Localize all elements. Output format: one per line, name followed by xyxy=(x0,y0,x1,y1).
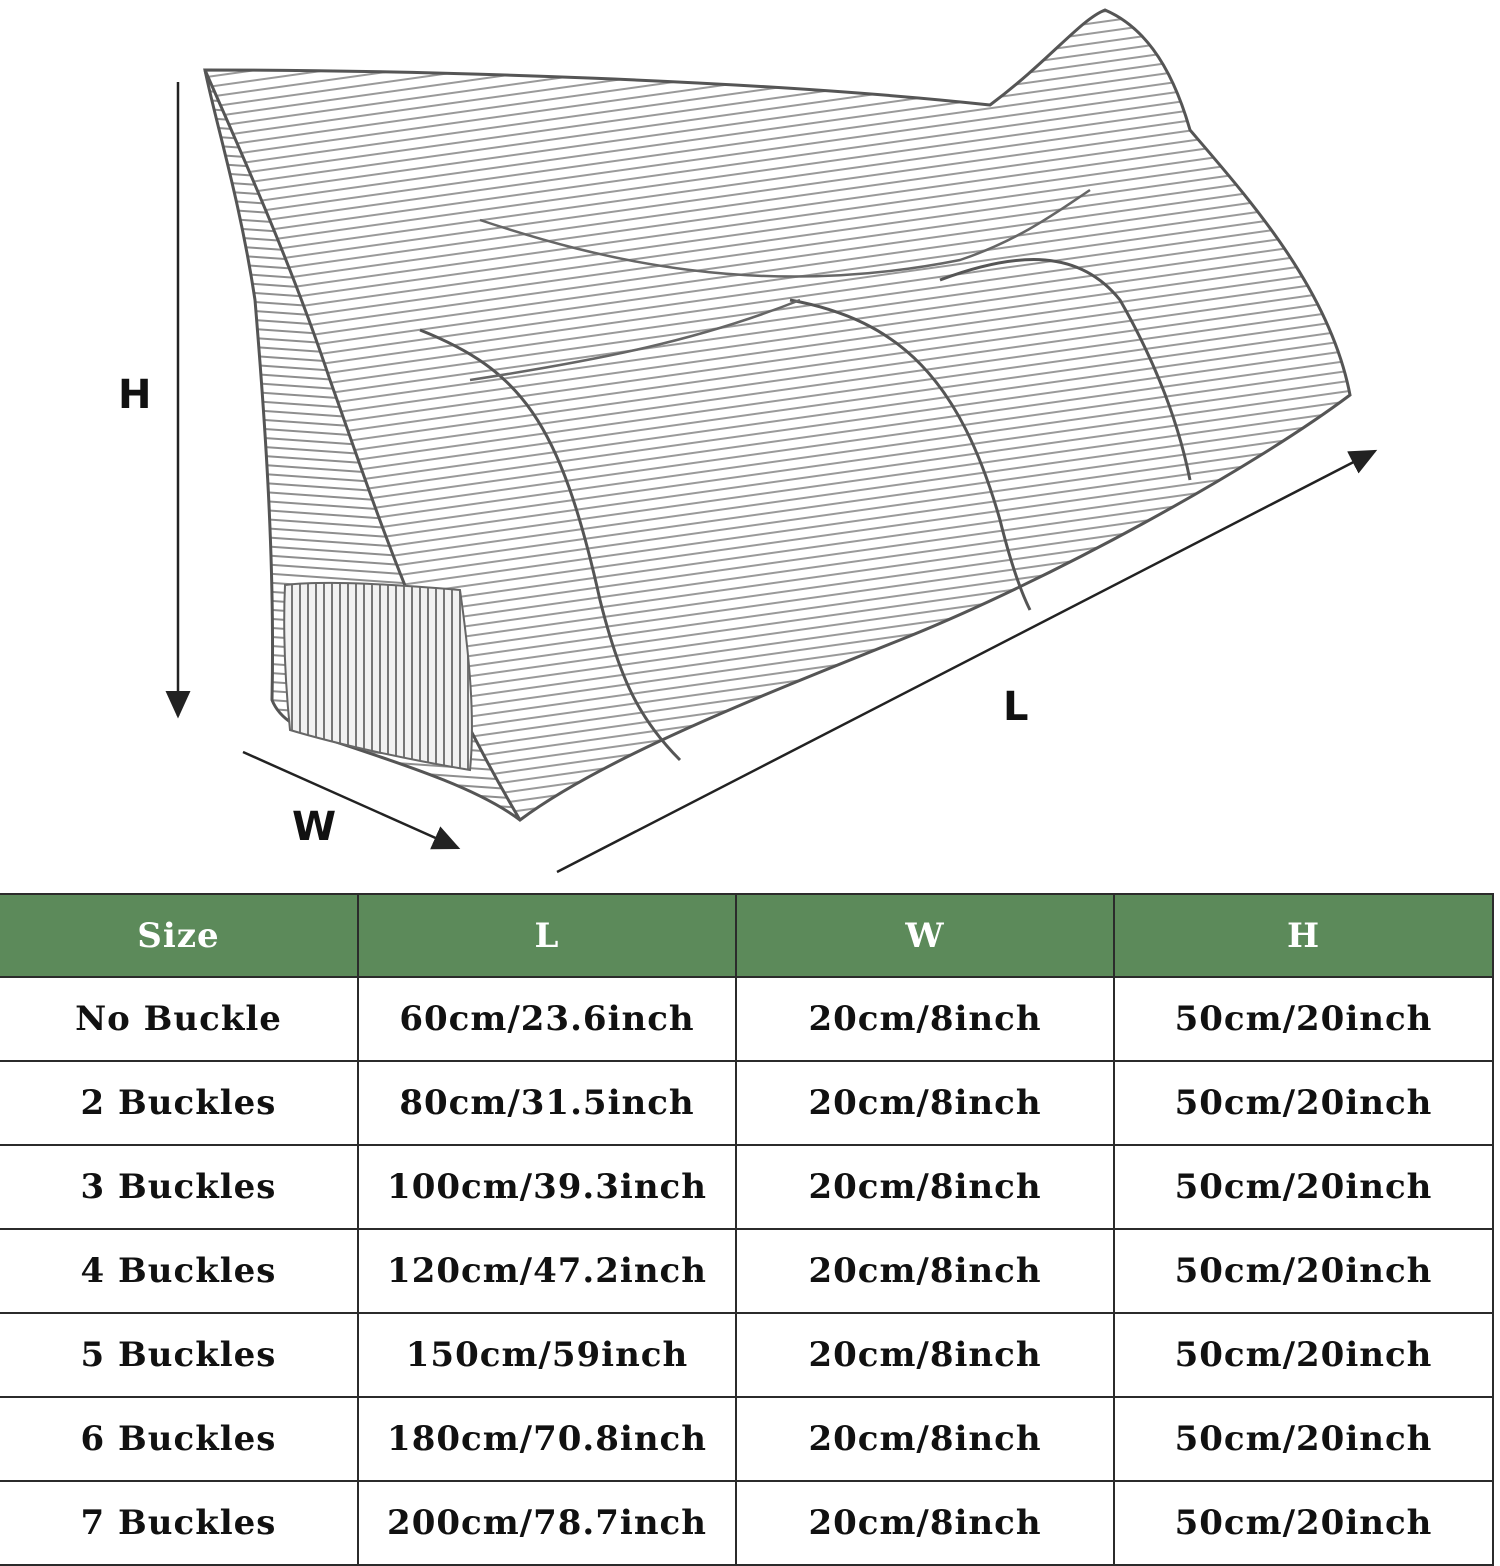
zipper-panel xyxy=(284,583,472,770)
height-label: H xyxy=(118,372,152,418)
cell-width: 20cm/8inch xyxy=(736,1313,1114,1397)
cell-size: 7 Buckles xyxy=(0,1481,358,1565)
cell-size: 6 Buckles xyxy=(0,1397,358,1481)
table-row xyxy=(0,1061,1493,1145)
table-row xyxy=(0,1397,1493,1481)
table-row xyxy=(0,1481,1493,1565)
cell-length: 180cm/70.8inch xyxy=(358,1397,736,1481)
cell-width: 20cm/8inch xyxy=(736,977,1114,1061)
cell-length: 150cm/59inch xyxy=(358,1313,736,1397)
table-row xyxy=(0,1145,1493,1229)
table-row xyxy=(0,977,1493,1061)
length-label: L xyxy=(1003,684,1029,730)
header-size: Size xyxy=(0,894,358,977)
table-row xyxy=(0,1313,1493,1397)
cell-width: 20cm/8inch xyxy=(736,1145,1114,1229)
cell-height: 50cm/20inch xyxy=(1114,1313,1493,1397)
cell-length: 120cm/47.2inch xyxy=(358,1229,736,1313)
cell-height: 50cm/20inch xyxy=(1114,977,1493,1061)
cell-width: 20cm/8inch xyxy=(736,1397,1114,1481)
cell-height: 50cm/20inch xyxy=(1114,1145,1493,1229)
table-row xyxy=(0,1229,1493,1313)
table-header-row xyxy=(0,894,1493,977)
cell-size: 2 Buckles xyxy=(0,1061,358,1145)
cell-size: No Buckle xyxy=(0,977,358,1061)
cell-length: 200cm/78.7inch xyxy=(358,1481,736,1565)
cell-height: 50cm/20inch xyxy=(1114,1481,1493,1565)
cell-width: 20cm/8inch xyxy=(736,1229,1114,1313)
header-height: H xyxy=(1114,894,1493,977)
cell-width: 20cm/8inch xyxy=(736,1481,1114,1565)
cell-height: 50cm/20inch xyxy=(1114,1229,1493,1313)
cell-length: 80cm/31.5inch xyxy=(358,1061,736,1145)
cell-height: 50cm/20inch xyxy=(1114,1397,1493,1481)
cell-size: 3 Buckles xyxy=(0,1145,358,1229)
cell-length: 100cm/39.3inch xyxy=(358,1145,736,1229)
header-width: W xyxy=(736,894,1114,977)
cell-width: 20cm/8inch xyxy=(736,1061,1114,1145)
cell-size: 4 Buckles xyxy=(0,1229,358,1313)
cell-size: 5 Buckles xyxy=(0,1313,358,1397)
size-table xyxy=(0,893,1493,1566)
cell-height: 50cm/20inch xyxy=(1114,1061,1493,1145)
cell-length: 60cm/23.6inch xyxy=(358,977,736,1061)
width-label: W xyxy=(292,804,337,850)
header-length: L xyxy=(358,894,736,977)
